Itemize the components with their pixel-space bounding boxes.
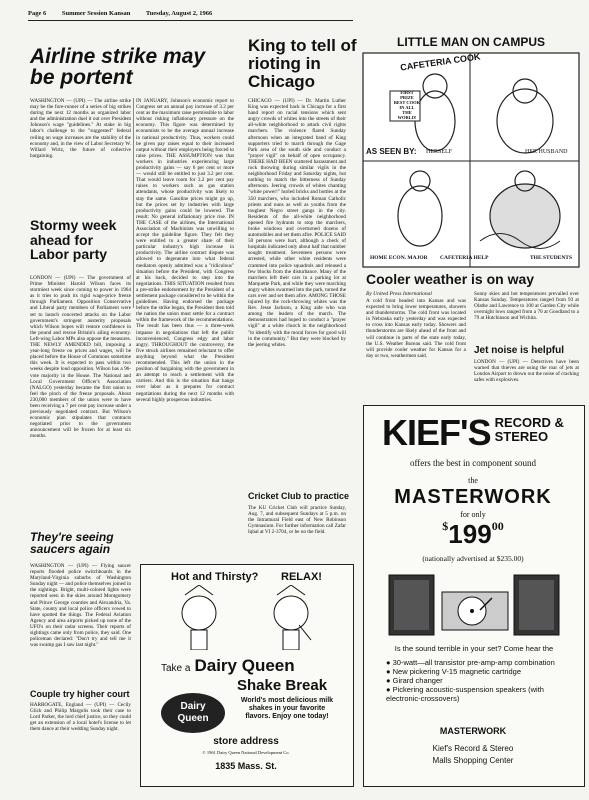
cartoon-label-as-seen: AS SEEN BY: <box>366 147 417 156</box>
airline-headline: Airline strike may be portent <box>30 45 206 89</box>
stereo-illustration <box>384 570 564 640</box>
cartoon-title: LITTLE MAN ON CAMPUS <box>397 35 545 49</box>
couple-headline: Couple try higher court <box>30 689 130 699</box>
cartoon-label-students: THE STUDENTS <box>530 255 573 261</box>
dq-top-1: Hot and Thirsty? <box>171 571 259 583</box>
king-headline: King to tell of rioting in Chicago <box>248 36 357 91</box>
kiefs-features <box>386 658 576 703</box>
dq-address: 1835 Mass. St. <box>215 761 277 771</box>
cricket-body: The KU Cricket Club will practice Sunday, Aug. 7, and subsequent Sundays at 5 p.m. on the Intramural Field east of New Robinson Gymnasium. For further information call Zafar Iqbal at VI 2-3704, or be on the field. <box>248 505 346 536</box>
cricket-headline: Cricket Club to practice <box>248 491 350 501</box>
card-line: FIRST PRIZE <box>400 90 414 100</box>
bullet-icon: ● <box>386 676 393 685</box>
bullet-icon: ● <box>386 667 393 676</box>
kiefs-product: MASTERWORK <box>394 486 552 508</box>
dq-store-label: store address <box>213 736 279 747</box>
kiefs-price <box>364 519 582 550</box>
stormy-headline: Stormy week ahead for Labor party <box>30 217 117 263</box>
cartoon-drawing <box>360 51 582 270</box>
cartoon-label-herself: HERSELF <box>426 149 453 155</box>
dq-product: Shake Break <box>237 677 328 694</box>
kiefs-the: the <box>468 476 478 485</box>
dq-top-2: RELAX! <box>281 571 322 583</box>
kiefs-for-only: for only <box>460 510 486 519</box>
feature-item: ● Girard changer <box>386 676 443 685</box>
header-rule <box>28 20 353 21</box>
airline-body-col2: IN JANUARY, Johnson's economic report to Congress set an annual pay increase of 3.2 per cent as the maximum raise permissible to labor without risking inflationary pressure on the economy. This figure was determined by economists to be the average annual increase in national productivity. Thus, workers could be given pay raises equal to their increased output without their employers being forced to raise prices. THE ASSUMPTION was that workers in industries experiencing large productivity gains — say 6 per cent or more — would still be entitled to just 3.2 per cent. That would leave room for 3.2 per cent pay raises to workers such as gas station attendants, whose productivity was likely to stay the same. Gasoline prices might go up, but the prices set by industries with large productivity gains could be lowered. The result: No general inflationary price rise. IN THE CASE of the airlines, the International Association of Machinists was unwilling to accept the guideline figure. They felt they were entitled to a greater share of their particular industry's high increase in productivity. The airline contract dispute was allowed to degenerate into what federal mediators openly admitted was a "ridiculous" situation before the President, with Congress at his back, decided to step into the negotiations. THIS SITUATION resulted from a pre-strike endorsement by the President of a settlement package considered to be within the guidelines. Having endorsed the package before the strike began, the President then told the nation the union must settle for a contract within the framework of the recommendations. The result has been thus — a three-week impasse in negotiations that left the public inconvenienced, Congress edgy and labor angry. THROUGHOUT the controversy, the five struck airlines remained reluctant to offer anything beyond what the President recommended. This left the union in the position of bargaining with the government in an attempt to reach a settlement with the carriers. And this is the situation that hangs over labor as it prepares for contract negotiations during the next 12 months with several highly prosperous industries. <box>136 98 234 403</box>
dq-brand: Dairy Queen <box>194 656 295 675</box>
kiefs-nationally: (nationally advertised at $235.00) <box>422 554 524 563</box>
cartoon-sign: CAFETERIA COOK <box>399 51 481 73</box>
saucers-body: WASHINGTON — (UPI) — Flying saucer reports flooded police switchboards in the Maryland-Virginia suburbs of Washington Sunday night — and police themselves joined in the sightings. Bright, multi-colored lights were reported seen in the skies around Montgomery and Prince George counties and Alexandria, Va. State, county and local police officers vowed to have spotted the things. The Federal Aviation Agency and area airports picked up none of the UFO's on their radar screens. Their reports of sightings came only from police, they said. One policeman declared: "Don't try and tell me it was swamp gas I saw last night." <box>30 563 131 649</box>
dq-logo-2: Queen <box>177 713 209 724</box>
kiefs-tagline-2: STEREO <box>494 429 549 444</box>
kiefs-brand-line <box>364 412 582 454</box>
price-main: 199 <box>448 519 492 549</box>
cartoon-label-home-econ: HOME ECON. MAJOR <box>370 255 428 261</box>
bullet-icon: ● <box>386 658 393 667</box>
feature-item: ● Pickering acoustic-suspension speakers (with electronic-crossovers) <box>386 685 544 703</box>
price-cents: 00 <box>491 519 504 533</box>
issue-date: Tuesday, August 2, 1966 <box>145 10 213 17</box>
jetnoise-body: LONDON — (UPI) — Detectives have been warned that thieves are using the roar of jets at London Airport to drown out the noise of cracking safes with explosives. <box>474 359 579 384</box>
cartoon-label-husband: HER HUSBAND <box>525 149 568 155</box>
bullet-icon: ● <box>386 685 393 694</box>
card-line: THE WORLD! <box>397 110 417 120</box>
feature-item: ● 30-watt—all transistor pre-amp-amp combination <box>386 658 555 667</box>
kiefs-ad[interactable] <box>363 405 585 787</box>
feature-item: ● New pickering V-15 magnetic cartridge <box>386 667 522 676</box>
page-header <box>28 10 358 17</box>
jetnoise-headline: Jet noise is helpful <box>474 345 565 356</box>
couple-body: HARROGATE, England — (UPI) — Cecily Glick and Philip Margolis took their case to Lord Parker, the lord chief justice, so they could get an extension of a local hotel's license to let them dance at their wedding Sunday night. <box>30 702 131 733</box>
cartoon-panel <box>360 35 582 270</box>
kiefs-tagline-1: RECORD & <box>494 415 564 430</box>
card-line: BEST COOK <box>393 100 421 105</box>
dq-logo <box>161 693 225 733</box>
dq-logo-1: Dairy <box>180 701 206 712</box>
cooler-body-col1: A cold front headed into Kansas and was expected to bring lower temperatures, showers and thunderstorms. The cold front was located in Nebraska early yesterday and was expected to cross into Kansas early today. Showers and thunderstorms are likely ahead of the front and will continue in parts of the state early today, the U.S. Weather Bureau said. The cold front will provide cooler weather for Kansas for a day or two, weathermen said. <box>366 298 466 359</box>
dq-take: Take a <box>161 663 191 674</box>
kiefs-tagline <box>495 416 564 444</box>
dq-description: World's most delicious milk shakes in your favorite flavors. Enjoy one today! <box>240 697 334 720</box>
kiefs-offer: offers the best in component sound <box>409 458 537 468</box>
kiefs-footer-1: Kief's Record & Stereo <box>432 744 514 753</box>
kiefs-logo: MASTERWORK <box>439 726 507 736</box>
card-line: IN ALL <box>399 105 415 110</box>
kiefs-footer-2: Malls Shopping Center <box>432 756 514 765</box>
stormy-body: LONDON — (UPI) — The government of Prime Minister Harold Wilson faces its stormiest week since coming to power in 1964 as it tries to push its rigid wage-price freeze through Parliament. Opposition Conservative and Liberal party members of Parliament were set to launch concerted attacks on the Labor government's stringent austerity proposals which Wilson hopes will restore confidence in the pound and rescue Britain's ailing economy. Left-wing Labor MPs also oppose the measures. THE NEWLY AMENDED bill, imposing a year-long freeze on prices and wages, will be placed before the House of Commons sometime this week. It is expected to pass within two weeks despite loud opposition. Wilson has a 96-vote majority in the House. The National and Local Government Officer's Association (NALGO) yesterday became the first union to feel the pinch of the freeze proposals. About 230,000 members of the union were to have been receiving a 7 per cent pay increase under a previously negotiated contract. But Wilson's economic plan stipulates that contracts negotiated prior to the government announcement will be frozen for at least six months. <box>30 275 131 440</box>
paper-name: Summer Session Kansan <box>61 10 131 17</box>
price-dollar: $ <box>442 519 449 533</box>
column-rule <box>133 98 134 308</box>
cooler-body-col2: Sunny skies and hot temperatures prevailed over Kansas Sunday. Temperatures ranged from 93 at Olathe and Lawrence to 100 at Garden City while overnight lows ranged from a 70 at Goodland to a 79 at Hutchinson and Wichita. <box>474 291 579 322</box>
kiefs-brand: KIEF'S <box>382 412 491 453</box>
cooler-headline: Cooler weather is on way <box>366 271 535 287</box>
king-body: CHICAGO — (UPI) — Dr. Martin Luther King was expected back in Chicago for a first hand report on racial tensions which sent angry crowds of whites into the streets of their all-white neighborhood to attack civil rights marchers. The violence flared Sunday afternoon when an integrated band of King supporters tried to march through the Gage Park area of the south side and conduct a "prayer vigil" on behalf of open occupancy. THERE HAD BEEN scattered harassment and rock throwing during similar vigils in the neighborhood Friday and Saturday nights, but nothing to match the bitterness of Sunday afternoon. Jeering crowds of whites chanting "white power!" hurled bricks and bottles at the 350 marchers, who included Roman Catholic priests and nuns as well as youths from the toughest Negro street gangs in the city. Residents of the all-white neighborhood opened fire hydrants to stop the marchers, broke windows and overturned dozens of automobiles and set them afire. POLICE SAID 50 persons were hurt, although a check of hospitals indicated only about half that number sought treatment. Seventeen persons were arrested, while other white residents were crammed into police squadrols and released a few blocks from the disturbance. Many of the marchers left their cars in a parking lot at Marquette Park, and while they were marching angry whites swarmed into the park, turned the cars over and set them afire. AMONG THOSE injured by the rock-throwing whites was the Rev. Jesse Jackson, a King aide who was among the leaders of the march. The demonstrators had hoped to conduct a "prayer vigil" at a white church in the neighborhood "to identify with the moral forces for good will in the community." But they were blocked by the jeering whites. <box>248 98 346 348</box>
dq-illustration <box>171 585 321 650</box>
dairy-queen-ad[interactable] <box>140 564 354 787</box>
dq-copyright: © 1961 Dairy Queen National Development Co. <box>202 750 290 755</box>
cartoon-card <box>393 90 421 120</box>
airline-body-col1: WASHINGTON — (UPI) — The airline strike may be the fore-runner of a series of big strikes during the next 12 months as organized labor and the administration duel it out over President Johnson's wage "guidelines." At stake in big labor's challenge to the "suggested" federal ceiling on wage increases are the stability of the economy and, in the view of Labor Secretary W. Willard Wirtz, the future of collective bargaining. <box>30 98 131 159</box>
cooler-byline: By United Press International <box>366 291 432 297</box>
saucers-headline: They're seeing saucers again <box>30 530 114 556</box>
cartoon-label-cafeteria: CAFETERIA HELP <box>440 255 489 261</box>
dq-headline <box>161 656 295 676</box>
kiefs-question: Is the sound terrible in your set? Come hear the <box>394 644 554 653</box>
page-number: Page 6 <box>28 10 47 17</box>
